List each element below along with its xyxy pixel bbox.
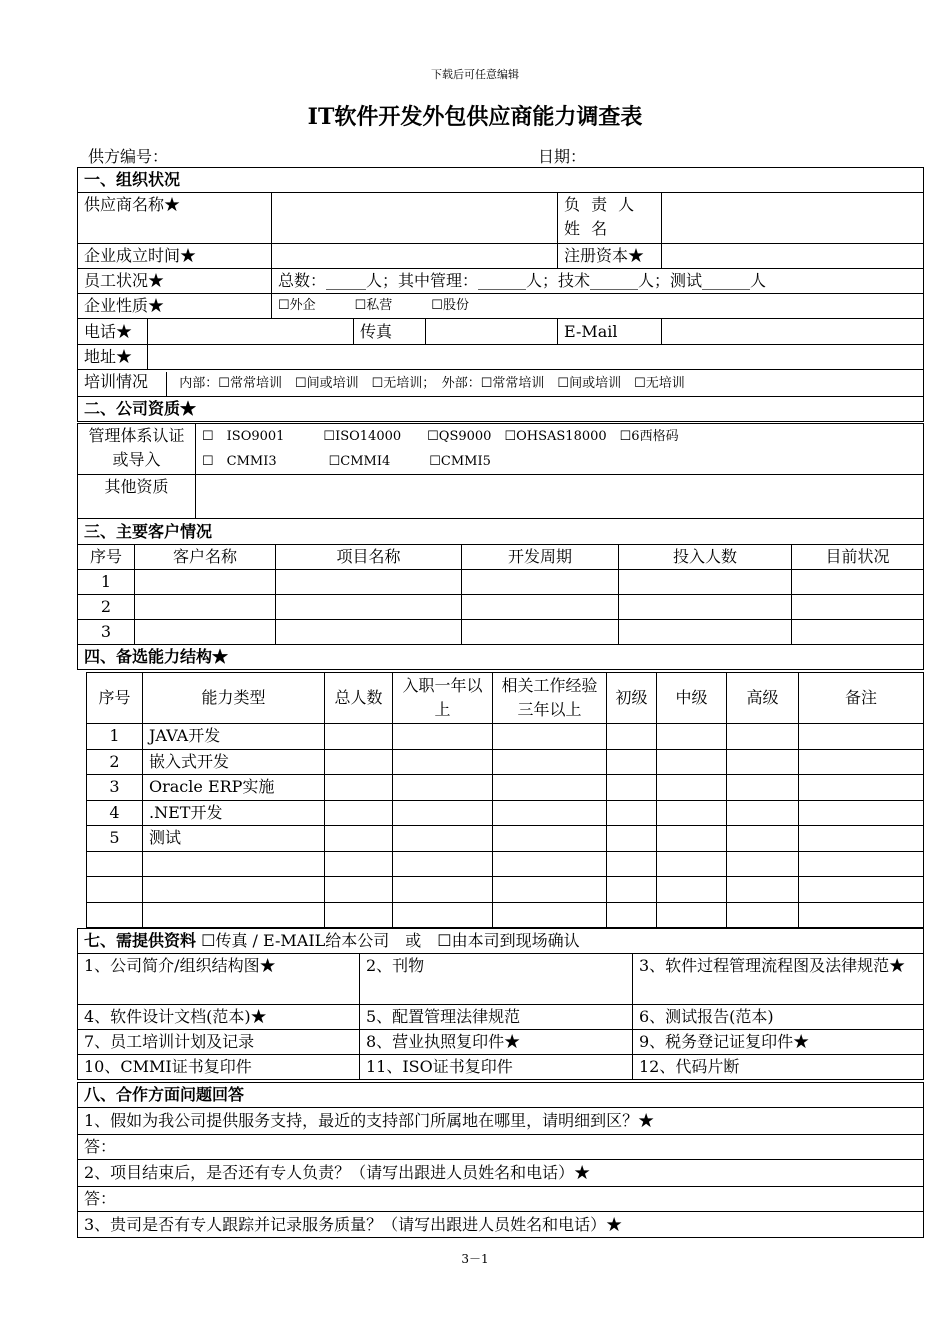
capability-cell[interactable] (493, 877, 607, 903)
customer-cell[interactable] (276, 570, 462, 595)
capability-cell[interactable] (727, 902, 799, 928)
page-footer: 3－1 (461, 1252, 489, 1266)
qa-table (77, 1082, 924, 1238)
capability-cell[interactable] (393, 826, 493, 852)
capability-cell[interactable] (607, 749, 657, 775)
capability-row (87, 851, 924, 877)
capability-cell[interactable] (325, 902, 393, 928)
capability-row (87, 826, 924, 852)
address-label: 地址★ (78, 345, 148, 370)
section-2-title: 二、公司资质★ (78, 397, 924, 422)
capability-cell[interactable] (143, 851, 325, 877)
capability-cell[interactable] (657, 775, 727, 801)
customer-cell[interactable] (619, 570, 792, 595)
capability-cell[interactable] (393, 877, 493, 903)
capability-cell[interactable] (799, 851, 924, 877)
customer-cell[interactable] (135, 620, 276, 645)
header-note: 下载后可任意编辑 (431, 68, 519, 81)
supplier-name-label: 供应商名称★ (78, 193, 272, 244)
address-field[interactable] (148, 345, 924, 370)
document-item[interactable]: 9、税务登记证复印件★ (633, 1030, 924, 1055)
customer-cell[interactable] (792, 595, 924, 620)
capability-header-cell: 入职一年以上 (393, 673, 493, 724)
customer-cell[interactable] (619, 620, 792, 645)
customer-header-cell: 开发周期 (462, 545, 619, 570)
capability-cell[interactable] (657, 902, 727, 928)
document-item[interactable]: 3、软件过程管理流程图及法律规范★ (633, 954, 924, 1005)
email-field[interactable] (662, 319, 924, 345)
capability-row (87, 775, 924, 801)
document-item[interactable]: 12、代码片断 (633, 1055, 924, 1080)
capability-cell[interactable] (657, 749, 727, 775)
capability-header-row (87, 673, 924, 724)
document-item[interactable]: 5、配置管理法律规范 (360, 1005, 633, 1030)
capability-row-no: 5 (87, 826, 143, 852)
customer-cell[interactable] (792, 570, 924, 595)
capability-cell[interactable] (727, 775, 799, 801)
customer-row (78, 570, 924, 595)
capability-cell[interactable] (727, 724, 799, 750)
page-title: IT软件开发外包供应商能力调查表 (307, 104, 643, 130)
capability-cell[interactable] (393, 749, 493, 775)
mgmt-options-row2[interactable]: ☐ CMMI3 ☐CMMI4 ☐CMMI5 (202, 454, 491, 469)
capability-row (87, 800, 924, 826)
document-row (78, 1005, 924, 1030)
capability-row-no: 4 (87, 800, 143, 826)
capability-row (87, 902, 924, 928)
customer-row-no: 3 (78, 620, 135, 645)
capability-cell[interactable] (607, 800, 657, 826)
capability-cell[interactable] (607, 877, 657, 903)
training-label: 培训情况 (84, 372, 149, 391)
answer-2[interactable]: 答： (78, 1187, 924, 1212)
question-2: 2、项目结束后，是否还有专人负责？（请写出跟进人员姓名和电话）★ (78, 1160, 924, 1187)
document-item[interactable]: 8、营业执照复印件★ (360, 1030, 633, 1055)
document-item[interactable]: 4、软件设计文档(范本)★ (78, 1005, 360, 1030)
phone-field[interactable] (148, 319, 354, 345)
customer-cell[interactable] (462, 620, 619, 645)
document-row (78, 1055, 924, 1080)
capability-row-no: 2 (87, 749, 143, 775)
supplier-no-label: 供方编号： (88, 147, 169, 166)
supplier-name-field[interactable] (272, 193, 558, 244)
capability-table (86, 672, 924, 928)
staff-detail[interactable]: 总数：_____人；其中管理：______人；技术______人；测试______人 (272, 269, 924, 294)
capability-cell[interactable] (799, 800, 924, 826)
capability-cell[interactable] (657, 826, 727, 852)
capability-cell[interactable] (657, 877, 727, 903)
qualification-table (77, 423, 924, 519)
contact-name-field[interactable] (662, 193, 924, 244)
document-item[interactable]: 11、ISO证书复印件 (360, 1055, 633, 1080)
capability-header-cell: 能力类型 (143, 673, 325, 724)
document-item[interactable]: 2、刊物 (360, 954, 633, 1005)
customer-header-cell: 项目名称 (276, 545, 462, 570)
fax-field[interactable] (426, 319, 558, 345)
section-7-title: 七、需提供资料 (84, 931, 197, 950)
capability-cell[interactable] (325, 851, 393, 877)
customer-row-no: 2 (78, 595, 135, 620)
customer-cell[interactable] (135, 595, 276, 620)
customer-header-cell: 客户名称 (135, 545, 276, 570)
capability-cell[interactable] (325, 877, 393, 903)
question-3: 3、贵司是否有专人跟踪并记录服务质量？（请写出跟进人员姓名和电话）★ (78, 1212, 924, 1238)
capability-cell[interactable] (143, 902, 325, 928)
capability-cell[interactable] (607, 851, 657, 877)
capability-cell[interactable] (325, 724, 393, 750)
section-8-title: 八、合作方面问题回答 (78, 1083, 924, 1108)
capability-cell[interactable] (727, 800, 799, 826)
capability-header-cell: 序号 (87, 673, 143, 724)
capability-cell[interactable] (657, 800, 727, 826)
email-label: E-Mail (558, 319, 662, 345)
document-item[interactable]: 7、员工培训计划及记录 (78, 1030, 360, 1055)
capability-cell[interactable] (493, 775, 607, 801)
capability-cell[interactable] (607, 902, 657, 928)
org-status-table (77, 167, 924, 422)
capability-header-cell: 高级 (727, 673, 799, 724)
nature-label: 企业性质★ (78, 294, 272, 319)
mgmt-label: 管理体系认证或导入 (78, 424, 196, 475)
capability-cell[interactable] (799, 724, 924, 750)
capability-cell[interactable] (727, 826, 799, 852)
capability-cell[interactable] (325, 775, 393, 801)
customer-header-cell: 投入人数 (619, 545, 792, 570)
capability-cell[interactable] (493, 724, 607, 750)
capability-cell[interactable] (607, 724, 657, 750)
customer-row (78, 620, 924, 645)
capability-cell[interactable] (87, 902, 143, 928)
answer-1[interactable]: 答： (78, 1135, 924, 1160)
phone-label: 电话★ (78, 319, 148, 345)
customer-row (78, 595, 924, 620)
section-3-title: 三、主要客户情况 (78, 519, 924, 545)
capability-type: 测试 (143, 826, 325, 852)
capability-cell[interactable] (657, 724, 727, 750)
nature-options[interactable]: ☐外企 ☐私营 ☐股份 (272, 294, 924, 319)
customer-cell[interactable] (619, 595, 792, 620)
document-item[interactable]: 1、公司简介/组织结构图★ (78, 954, 360, 1005)
capability-cell[interactable] (493, 902, 607, 928)
reg-capital-label: 注册资本★ (558, 244, 662, 269)
capability-cell[interactable] (657, 851, 727, 877)
capability-cell[interactable] (799, 775, 924, 801)
capability-cell[interactable] (493, 800, 607, 826)
capability-header-cell: 备注 (799, 673, 924, 724)
capability-cell[interactable] (607, 826, 657, 852)
mgmt-options[interactable] (196, 424, 924, 475)
capability-type: .NET开发 (143, 800, 325, 826)
customer-cell[interactable] (462, 570, 619, 595)
other-qual-field[interactable] (196, 475, 924, 519)
capability-cell[interactable] (143, 877, 325, 903)
capability-cell[interactable] (799, 902, 924, 928)
founded-field[interactable] (272, 244, 558, 269)
capability-row-no: 1 (87, 724, 143, 750)
section-1-title: 一、组织状况 (78, 168, 924, 193)
capability-header-cell: 中级 (657, 673, 727, 724)
question-1: 1、假如为我公司提供服务支持，最近的支持部门所属地在哪里，请明细到区？★ (78, 1108, 924, 1135)
capability-type: JAVA开发 (143, 724, 325, 750)
training-row[interactable] (78, 370, 924, 397)
capability-row (87, 749, 924, 775)
capability-cell[interactable] (325, 749, 393, 775)
capability-type: 嵌入式开发 (143, 749, 325, 775)
capability-cell[interactable] (87, 851, 143, 877)
date-label: 日期： (538, 147, 587, 166)
document-item[interactable]: 10、CMMI证书复印件 (78, 1055, 360, 1080)
capability-cell[interactable] (607, 775, 657, 801)
capability-cell[interactable] (393, 775, 493, 801)
mgmt-options-row1[interactable]: ☐ ISO9001 ☐ISO14000 ☐QS9000 ☐OHSAS18000 ☐6西格码 (202, 429, 679, 444)
document-item[interactable]: 6、测试报告(范本) (633, 1005, 924, 1030)
capability-cell[interactable] (393, 902, 493, 928)
capability-cell[interactable] (393, 800, 493, 826)
contact-name-label: 负 责 人 姓 名 (558, 193, 662, 244)
capability-type: Oracle ERP实施 (143, 775, 325, 801)
capability-cell[interactable] (493, 851, 607, 877)
capability-cell[interactable] (87, 877, 143, 903)
training-options[interactable]: 内部：☐常常培训 ☐间或培训 ☐无培训； 外部：☐常常培训 ☐间或培训 ☐无培训 (179, 376, 685, 391)
customer-header-row (78, 545, 924, 570)
capability-cell[interactable] (493, 826, 607, 852)
capability-cell[interactable] (799, 749, 924, 775)
staff-label: 员工状况★ (78, 269, 272, 294)
capability-row (87, 724, 924, 750)
customer-cell[interactable] (135, 570, 276, 595)
customer-header-cell: 目前状况 (792, 545, 924, 570)
customer-row-no: 1 (78, 570, 135, 595)
section-4-title: 四、备选能力结构★ (78, 645, 924, 670)
capability-cell[interactable] (727, 749, 799, 775)
customer-cell[interactable] (276, 595, 462, 620)
customer-header-cell: 序号 (78, 545, 135, 570)
reg-capital-field[interactable] (662, 244, 924, 269)
section-7-title-row (78, 929, 924, 954)
capability-row-no: 3 (87, 775, 143, 801)
customer-cell[interactable] (462, 595, 619, 620)
fax-label: 传真 (354, 319, 426, 345)
capability-cell[interactable] (799, 826, 924, 852)
capability-cell[interactable] (493, 749, 607, 775)
capability-cell[interactable] (727, 877, 799, 903)
other-qual-label: 其他资质 (78, 475, 196, 519)
capability-header-cell: 初级 (607, 673, 657, 724)
capability-cell[interactable] (727, 851, 799, 877)
capability-header-cell: 相关工作经验三年以上 (493, 673, 607, 724)
founded-label: 企业成立时间★ (78, 244, 272, 269)
capability-cell[interactable] (393, 724, 493, 750)
document-row (78, 954, 924, 1005)
customer-cell[interactable] (276, 620, 462, 645)
documents-table (77, 928, 924, 1080)
customer-cell[interactable] (792, 620, 924, 645)
capability-cell[interactable] (799, 877, 924, 903)
section-7-options[interactable]: ☐传真 / E-MAIL给本公司 或 ☐由本司到现场确认 (201, 931, 580, 950)
capability-cell[interactable] (325, 826, 393, 852)
document-row (78, 1030, 924, 1055)
capability-cell[interactable] (393, 851, 493, 877)
customer-table (77, 518, 924, 670)
capability-header-cell: 总人数 (325, 673, 393, 724)
capability-cell[interactable] (325, 800, 393, 826)
capability-row (87, 877, 924, 903)
